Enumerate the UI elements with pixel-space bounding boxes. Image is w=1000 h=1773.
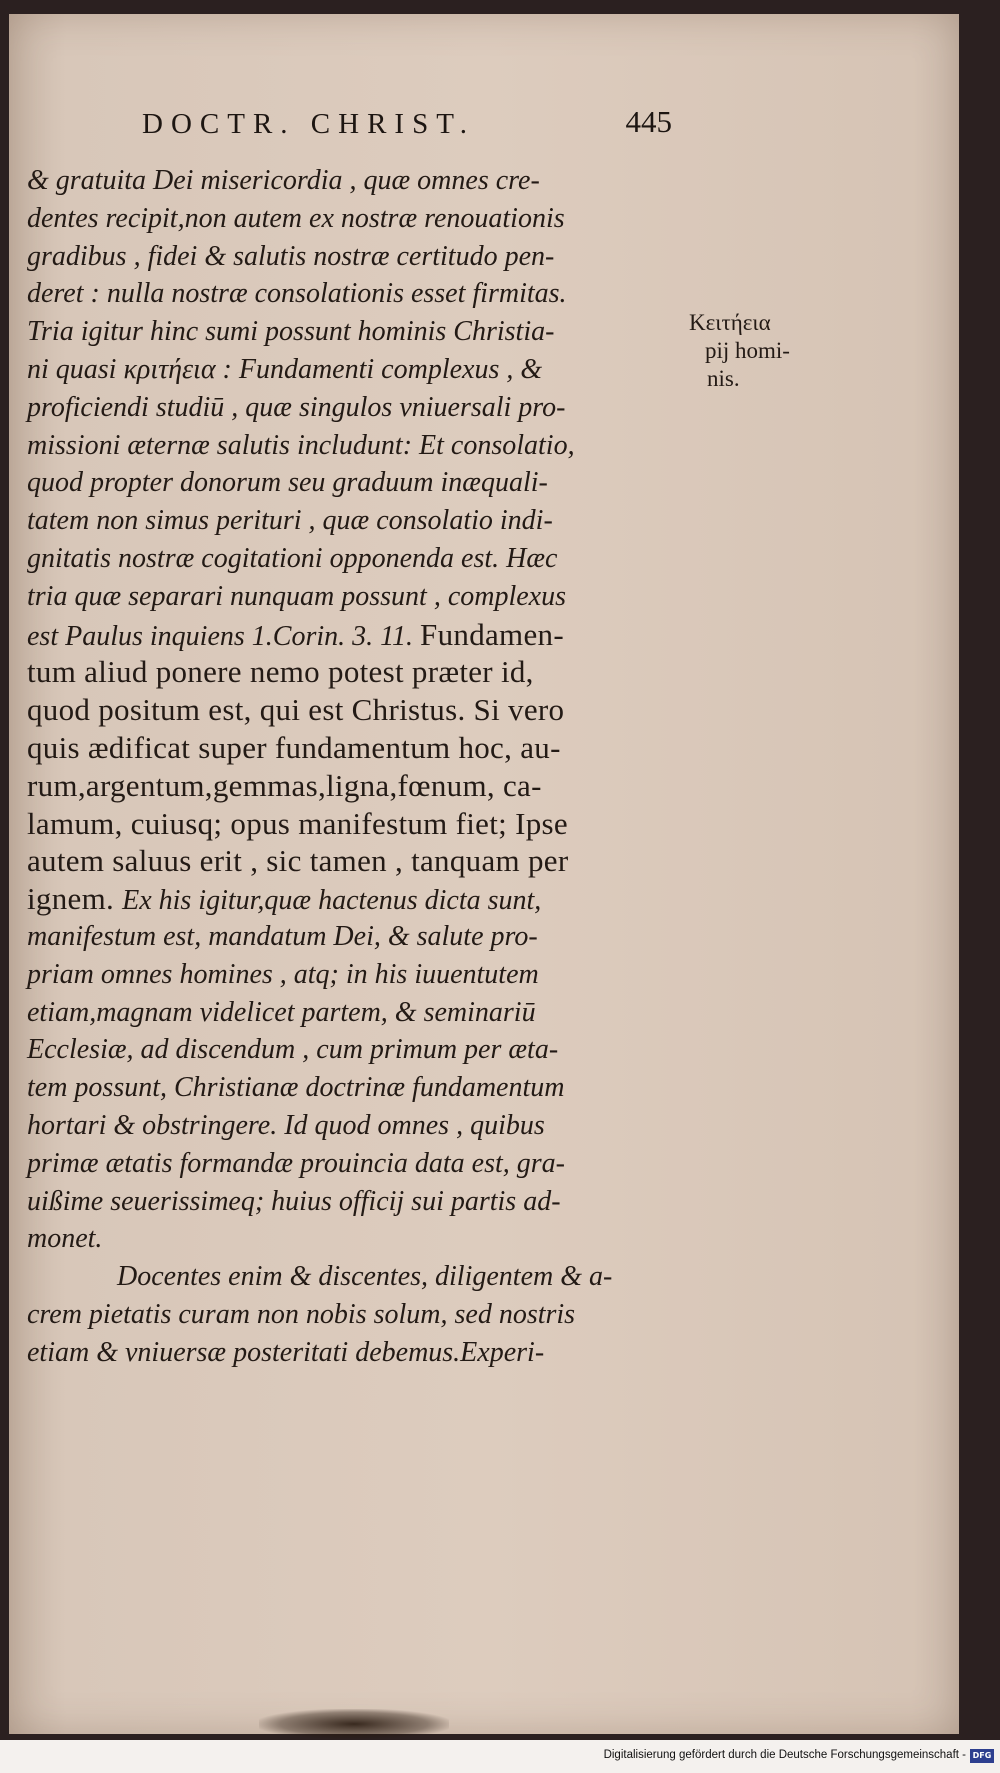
text-line: etiam,magnam videlicet partem, & seminariū: [27, 996, 536, 1028]
text-line: autem saluus erit , sic tamen , tanquam per: [27, 843, 569, 879]
text-line: Docentes enim & discentes, diligentem & a-: [117, 1261, 613, 1293]
text-line: tum aliud ponere nemo potest præter id,: [27, 654, 534, 690]
text-line: & gratuita Dei misericordia , quæ omnes cre-: [27, 165, 540, 196]
text-line: uißime seuerissimeq; huius officij sui partis ad-: [27, 1185, 561, 1217]
text-segment: est Paulus inquiens 1.Corin. 3. 11.: [27, 620, 421, 652]
text-line: monet.: [27, 1223, 103, 1255]
running-head: DOCTR. CHRIST.: [142, 108, 476, 140]
text-segment: ignem.: [27, 881, 123, 917]
marginal-note-line: Κειτήεια: [689, 310, 771, 335]
page-header: [132, 102, 672, 152]
body-text: [27, 162, 687, 1372]
text-line: tria quæ separari nunquam possunt , complexus: [27, 580, 566, 612]
text-line: deret : nulla nostræ consolationis esset firmitas.: [27, 278, 567, 310]
text-segment: Fundamen-: [420, 616, 564, 652]
text-segment: Ex his igitur,quæ hactenus dicta sunt,: [122, 885, 542, 917]
text-line: dentes recipit,non autem ex nostræ renouationis: [27, 202, 565, 234]
text-line: tem possunt, Christianæ doctrinæ fundamentum: [27, 1072, 565, 1104]
marginal-note-line: nis.: [707, 366, 740, 391]
text-line: quod positum est, qui est Christus. Si vero: [27, 692, 565, 728]
text-line: priam omnes homines , atq; in his iuuentutem: [27, 958, 539, 990]
marginal-note: [689, 309, 799, 393]
text-line: lamum, cuiusq; opus manifestum fiet; Ipse: [27, 805, 568, 841]
text-line: quis ædificat super fundamentum hoc, au-: [27, 729, 561, 765]
footer-credit: Digitalisierung gefördert durch die Deutsche Forschungsgemeinschaft -: [603, 1749, 966, 1761]
text-line: ni quasi κριτήεια : Fundamenti complexus , &: [27, 353, 543, 385]
ink-smudge: [259, 1709, 449, 1739]
text-line: proficiendi studiū , quæ singulos vniuersali pro-: [27, 391, 566, 423]
text-line: crem pietatis curam non nobis solum, sed nostris: [27, 1298, 576, 1330]
text-line: rum,argentum,gemmas,ligna,fœnum, ca-: [27, 767, 542, 803]
text-line: [27, 880, 687, 918]
text-line: [27, 616, 687, 654]
digitization-footer: [0, 1740, 1000, 1773]
page-number: 445: [625, 104, 672, 139]
text-line: gnitatis nostræ cogitationi opponenda est. Hæc: [27, 542, 558, 574]
text-line: gradibus , fidei & salutis nostræ certitudo pen-: [27, 240, 555, 272]
book-page: [9, 14, 959, 1734]
text-line: tatem non simus perituri , quæ consolatio indi-: [27, 505, 553, 537]
text-line: etiam & vniuersæ posteritati debemus.Experi-: [27, 1336, 545, 1368]
text-line: Tria igitur hinc sumi possunt hominis Christia-: [27, 316, 555, 348]
text-line: manifestum est, mandatum Dei, & salute pro-: [27, 920, 538, 952]
marginal-note-line: pij homi-: [705, 338, 790, 363]
text-line: primæ ætatis formandæ prouincia data est, gra-: [27, 1147, 566, 1179]
text-line: hortari & obstringere. Id quod omnes , quibus: [27, 1109, 545, 1141]
text-line: Ecclesiæ, ad discendum , cum primum per æta-: [27, 1034, 559, 1066]
dfg-logo-icon: DFG: [970, 1749, 994, 1763]
text-line: missioni æternæ salutis includunt: Et consolatio,: [27, 429, 575, 461]
text-line: quod propter donorum seu graduum inæquali-: [27, 467, 548, 499]
